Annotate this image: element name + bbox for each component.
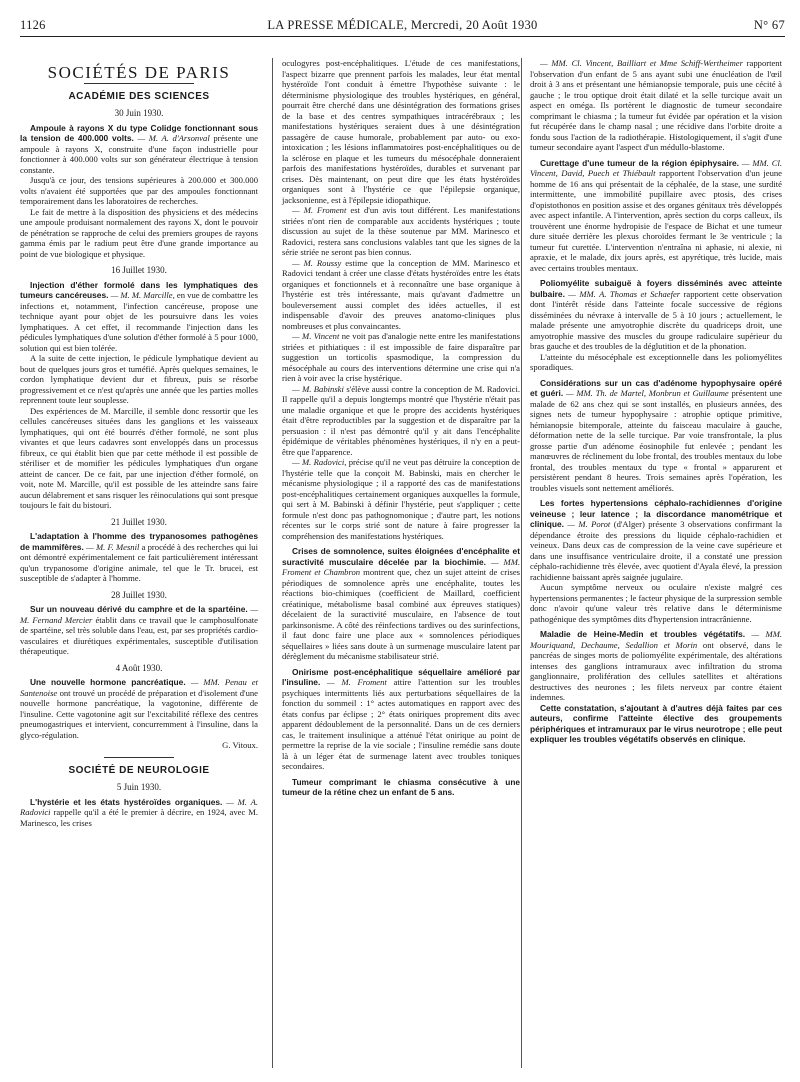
article-paragraph: — M. Babinski s'élève aussi contre la conception de M. Radovici. Il rappelle qu'il a depuis longtemps montré que l'hystérie n'était pas une maladie organique et que le propre des accidents hystériques était d'être reproductibles par la suggestion et de disparaître par la persuasion : il n'est pas démontré qu'il y ait dans l'encéphalite épidémique de véritables phénomènes hystériques, il n'y en a peut-être que l'apparence. bbox=[282, 383, 520, 457]
article-paragraph: Sur un nouveau dérivé du camphre et de la spartéine. — M. Fernand Mercier établit dans ce travail que le camphosulfonate de spartéine, sel très soluble dans l'eau, est, par ses propriétés cardio-vasculaires et diurétiques expérimentales, susceptible d'utilisation thérapeutique. bbox=[20, 604, 258, 656]
article-paragraph: Ampoule à rayons X du type Colidge fonctionnant sous la tension de 400.000 volts. — M. A. d'Arsonval présente une ampoule à rayons X, construite d'une façon industrielle pour fonctionner à 400.000 volts sur son générateur électrique à tension constante. bbox=[20, 122, 258, 175]
article-paragraph: Les fortes hypertensions céphalo-rachidiennes d'origine veineuse ; leur latence ; la discordance manométrique et clinique. — M. Porot (d'Alger) présente 3 observations confirmant la dépendance étroite des pressions du liquide céphalo-rachidien et veineux. Dans deux cas de compression de la veine cave supérieure et dans une insuffisance ventriculaire droite, il a constaté une pression céphalo-rachidienne très élevée, avec quotient d'Ayala élevé, la pression rachidienne baissant après saignée jugulaire. bbox=[530, 498, 782, 582]
article-paragraph: Une nouvelle hormone pancréatique. — MM. Penau et Santenoise ont trouvé un procédé de préparation et d'isolement d'une nouvelle hormone pancréatique, la vagotonine, différente de l'insuline. Cette vagotonine agit sur l'excitabilité réflexe des centres pneumogastriques et intervient, concurremment à l'insuline, dans la glyco-régulation. bbox=[20, 677, 259, 740]
session-date: 30 Juin 1930. bbox=[114, 108, 164, 118]
article-paragraph: Le fait de mettre à la disposition des physiciens et des médecins une ampoule produisant normalement des rayons X, dont le pouvoir de pénétration se rapproche de celui des premiers groupes de rayons gamma émis par le radium peut être d'une grande importance au point de vue biologique et physique. bbox=[20, 206, 258, 259]
article-paragraph: — M. Radovici, précise qu'il ne veut pas détruire la conception de l'hystérie telle que la conçoit M. Babinski, mais en chercher le mécanisme physiologique ; il a rapporté des cas de manifestations post-encéphalitiques certainement organiques auxquelles la formule, qui sert à M. Babinski à définir l'hystérie, peut s'appliquer ; cette formule n'est donc pas pathognomonique ; d'autre part, les notions récentes sur le corps strié sont de nature à faire progresser la compréhension des manifestations hystériques. bbox=[282, 457, 520, 541]
column-divider bbox=[521, 58, 522, 1068]
article-paragraph: — M. Vincent ne voit pas d'analogie nette entre les manifestations striées et pithiatiques : il est impossible de faire disparaître par suggestion un torticolis spasmodique, la compression du mésocéphale au cours des interventions détermine une crise qui n'a rien à voir avec la crise hystérique. bbox=[282, 331, 520, 383]
section-title: SOCIÉTÉS DE PARIS bbox=[47, 63, 231, 82]
column-2 bbox=[282, 58, 520, 798]
article-paragraph: Jusqu'à ce jour, des tensions supérieures à 200.000 et 300.000 volts n'avaient été supportées que par des ampoules fonctionnant temporairement dans les laboratoires de recherches. bbox=[20, 175, 258, 206]
column-1 bbox=[20, 60, 258, 828]
page-header bbox=[20, 18, 785, 37]
article-paragraph: Curettage d'une tumeur de la région épiphysaire. — MM. Cl. Vincent, David, Puech et Thiébault rapportent l'observation d'un jeune homme de 16 ans qui présentait de la céphalée, de la stase, une surdité intermittente, une immobilité pupillaire avec ptosis, des crises d'opistothonos en position assise et des organes génitaux très développés avec aspect infantile. A l'intervention, après section du corps calleux, ils trouvèrent une énorme hydropisie de l'espace de Bichat et une tumeur dure située derrière les plexus choroïdes fermant le 3e ventricule ; la tumeur fut curettée. L'intervention n'entraîna ni aphasie, ni alexie, ni apraxie, et le malade, dix jours après, est apyrétique, très lucide, mais avec certains troubles mentaux. bbox=[530, 157, 782, 273]
article-paragraph: Crises de somnolence, suites éloignées d'encéphalite et suractivité musculaire décelée par la biochimie. — MM. Froment et Chambron montrent que, chez un sujet atteint de crises périodiques de somnolence après une encéphalite, toutes les réactions bio-chimiques (coefficient de Maillard, coefficient créatinique, métabolisme basal combiné aux épreuves statiques) décelaient de la suractivité musculaire, en l'absence de tout parkinsonisme. A côté des réinfections tardives ou des surinfections, il faut donc faire une place aux « somnolences périodiques séquellaires » liées sans doute à un surmenage musculaire latent par dérèglement du mécanisme stabilisateur strié. bbox=[282, 546, 521, 661]
session-date: 28 Juillet 1930. bbox=[111, 589, 167, 600]
session-date: 16 Juillet 1930. bbox=[111, 265, 167, 275]
article-paragraph: Poliomyélite subaiguë à foyers disséminés avec atteinte bulbaire. — MM. A. Thomas et Schaefer rapportent cette observation dont l'intérêt réside dans l'atteinte focale successive de régions disséminées du névraxe à intervalle de 5 à 10 jours ; actuellement, le malade présente une amyotrophie discrète du quadriceps droit, une amyotrophie massive des muscles du groupe radiculaire supérieur du bras gauche et des troubles de la déglutition et de la phonation. bbox=[530, 278, 782, 351]
article-paragraph: A la suite de cette injection, le pédicule lymphatique devient au bout de quelques jours gros et tuméfié. Après quelques semaines, le cordon lymphatique devient dur et fibreux, puis se résorbe progressivement et ce n'est qu'après une année que les parties molles reprennent toute leur souplesse. bbox=[20, 353, 258, 405]
session-date: 4 Août 1930. bbox=[115, 662, 163, 673]
issue-number: N° 67 bbox=[753, 18, 785, 32]
article-paragraph: oculogyres post-encéphalitiques. L'étude de ces manifestations, l'aspect bizarre que prennent parfois les malades, leur état mental hystéroïde l'ont conduit à émettre l'hypothèse suivante : le déterminisme physiologique des troubles hystériques, en général, pourrait être cherché dans une désintégration des formations grises de la base et des centres sympathiques intracérébraux ; les manifestations hystériques seraient dues à une désintégration passagère de cause humorale, probablement par auto- ou exo-intoxication ; les lésions inflammatoires post-encéphalitiques ou de la sclérose en plaque et les tumeurs du mésocéphale donneraient parfois des manifestations hystéroïdes, durables et survenant par crises. Dès maintenant, on peut dire que les états hystéroïdes organiques sont à l'hystérie ce que l'épilepsie organique, jacksonienne, est à l'épilepsie idiopathique. bbox=[282, 58, 520, 205]
article-paragraph: Cette constatation, s'ajoutant à d'autres déjà faites par ces auteurs, confirme l'atteinte élective des groupements périphériques et intramuraux par le virus neurotrope ; elle peut expliquer les troubles végétatifs observés en clinique. bbox=[530, 702, 782, 744]
article-paragraph: Maladie de Heine-Medin et troubles végétatifs. — MM. Mouriquand, Dechaume, Sedallion et Morin ont observé, dans le pancréas de singes morts de poliomyélite expérimentale, des altérations intenses des ganglions intramuraux avec infiltration du stroma ganglionnaire, prolifération des cellules satellites et altérations destructives des neurones ; les filets nerveux par contre étaient indemnes. bbox=[530, 629, 783, 702]
academy-title: ACADÉMIE DES SCIENCES bbox=[68, 90, 210, 102]
article-heading: Tumeur comprimant le chiasma consécutive à une tumeur de la rétine chez un enfant de 5 ans. bbox=[282, 776, 520, 797]
article-paragraph: Aucun symptôme nerveux ou oculaire n'existe malgré ces hypertensions permanentes ; le facteur physique de la surpression semble donc n'avoir qu'une valeur très relative dans le déterminisme pathogénique des symptômes dits d'hypertension intracrânienne. bbox=[530, 582, 782, 624]
section-rule bbox=[104, 757, 174, 758]
signature: G. Vitoux. bbox=[222, 740, 258, 750]
column-3 bbox=[530, 58, 782, 745]
session-date: 5 Juin 1930. bbox=[116, 782, 162, 792]
title-rule bbox=[84, 83, 194, 84]
running-title: LA PRESSE MÉDICALE, Mercredi, 20 Août 1930 bbox=[267, 18, 538, 32]
article-paragraph: L'adaptation à l'homme des trypanosomes pathogènes de mammifères. — M. F. Mesnil a procédé à des recherches qui lui ont démontré expérimentalement ce fait particulièrement intéressant qu'un trypanosome d'origine animale, tel que le Tr. brucei, est susceptible de s'adapter à l'homme. bbox=[20, 531, 258, 583]
neurology-title: SOCIÉTÉ DE NEUROLOGIE bbox=[68, 764, 210, 776]
session-date: 21 Juillet 1930. bbox=[111, 516, 167, 527]
article-paragraph: Onirisme post-encéphalitique séquellaire amélioré par l'insuline. — M. Froment attire l'attention sur les troubles psychiques intermittents liés aux perturbations séquellaires de la fonction du sommeil : 1° actes automatiques en rapport avec des états confus par éclipse ; 2° états oniriques proprement dits avec apparent dédoublement de la personnalité. Dans un de ces derniers cas, le traitement insulinique a atténué l'état onirique au point de permettre la reprise de la vie sociale ; l'insuline remédie sans doute là à un léger état de surmenage latent avec troubles toniques secondaires. bbox=[282, 666, 521, 771]
article-paragraph: Considérations sur un cas d'adénome hypophysaire opéré et guéri. — MM. Th. de Martel, Monbrun et Guillaume présentent une malade de 62 ans chez qui se sont installés, en plusieurs années, des signes nets de tumeur hypophysaire : atrophie optique primitive, hémianopsie bitemporale, atteinte du faisceau maculaire à gauche, déformation nette de la selle turcique. Par voie transfrontale, la plus grosse partie d'un adénome éosinophile fut enlevée ; pendant les manœuvres de réclinement du lobe frontal, des troubles mentaux du lobe frontal, des troubles mentaux du type « frontal » apparurent et persistèrent pendant 8 heures. Trois semaines après l'opération, les troubles visuels sont nettement améliorés. bbox=[530, 377, 782, 493]
article-paragraph: — M. Froment est d'un avis tout différent. Les manifestations striées n'ont rien de comparable aux accidents hystériques ; toute discussion au sujet de la thèse soutenue par MM. Marinesco et Radovici, restera sans conclusions valables tant que les signes de la série striée ne seront pas bien connus. bbox=[282, 205, 520, 257]
article-paragraph: Des expériences de M. Marcille, il semble donc ressortir que les cellules cancéreuses situées dans les ganglions et les vaisseaux lymphatiques, qui ont été bourrés d'éther formolé, ne sont plus vivantes et que leurs cadavres sont enveloppés dans un processus fibreux, ce qui établit bien que par cette méthode il est possible de stériliser et de momifier les pédicules lymphatiques d'un organe atteint de cancer. De ce fait, par une injection d'éther formolé, on voit, note M. Marcille, qu'il est possible de les atteindre sans faire aucun délabrement et sans risquer les réinoculations qui sont presque toujours le fait du bistouri. bbox=[20, 405, 258, 510]
article-paragraph: L'hystérie et les états hystéroïdes organiques. — M. A. Radovici rappelle qu'il a été le premier à décrire, en 1924, avec M. Marinesco, les crises bbox=[20, 796, 258, 828]
article-paragraph: L'atteinte du mésocéphale est exceptionnelle dans les poliomyélites sporadiques. bbox=[530, 351, 782, 372]
article-paragraph: Injection d'éther formolé dans les lymphatiques des tumeurs cancéreuses. — M. M. Marcille, en vue de combattre les infections et, notamment, l'infection cancéreuse, propose une technique ayant pour objet de les poursuivre dans les voies lymphatiques. A cet effet, il recommande l'injection dans les pédicules lymphatiques d'une solution d'éther formolé à 5 pour 1000, solution qui est bien tolérée. bbox=[20, 279, 259, 353]
article-paragraph: — M. Roussy estime que la conception de MM. Marinesco et Radovici tendant à créer une classe d'états hystéroïdes entre les états organiques et fonctionnels et à reconnaître une base organique à l'hystérie est très intéressante, mais qu'avant d'admettre un bouleversement aussi complet des idées actuelles, il est indispensable d'avoir des preuves anatomo-cliniques plus nombreuses et plus convaincantes. bbox=[282, 257, 521, 331]
column-divider bbox=[272, 58, 273, 1068]
article-paragraph: — MM. Cl. Vincent, Bailliart et Mme Schiff-Wertheimer rapportent l'observation d'un enfant de 5 ans ayant subi une énucléation de l'œil droit à 3 ans et présentant une hémianopsie temporale, puis une cécité à gauche ; le trou optique droit était dilaté et la selle turcique avait un aspect en oméga. Ils portèrent le diagnostic de tumeur secondaire comprimant le chiasma ; la tumeur fut évidée par opération et la vision fut récupérée dans le champ nasal ; une récidive dans l'orbite droite a fondu sous l'action de la radiothérapie. Histologiquement, il s'agit d'une tumeur secondaire ayant l'aspect d'un médullo-blastome. bbox=[530, 58, 782, 152]
page-number: 1126 bbox=[20, 18, 46, 32]
